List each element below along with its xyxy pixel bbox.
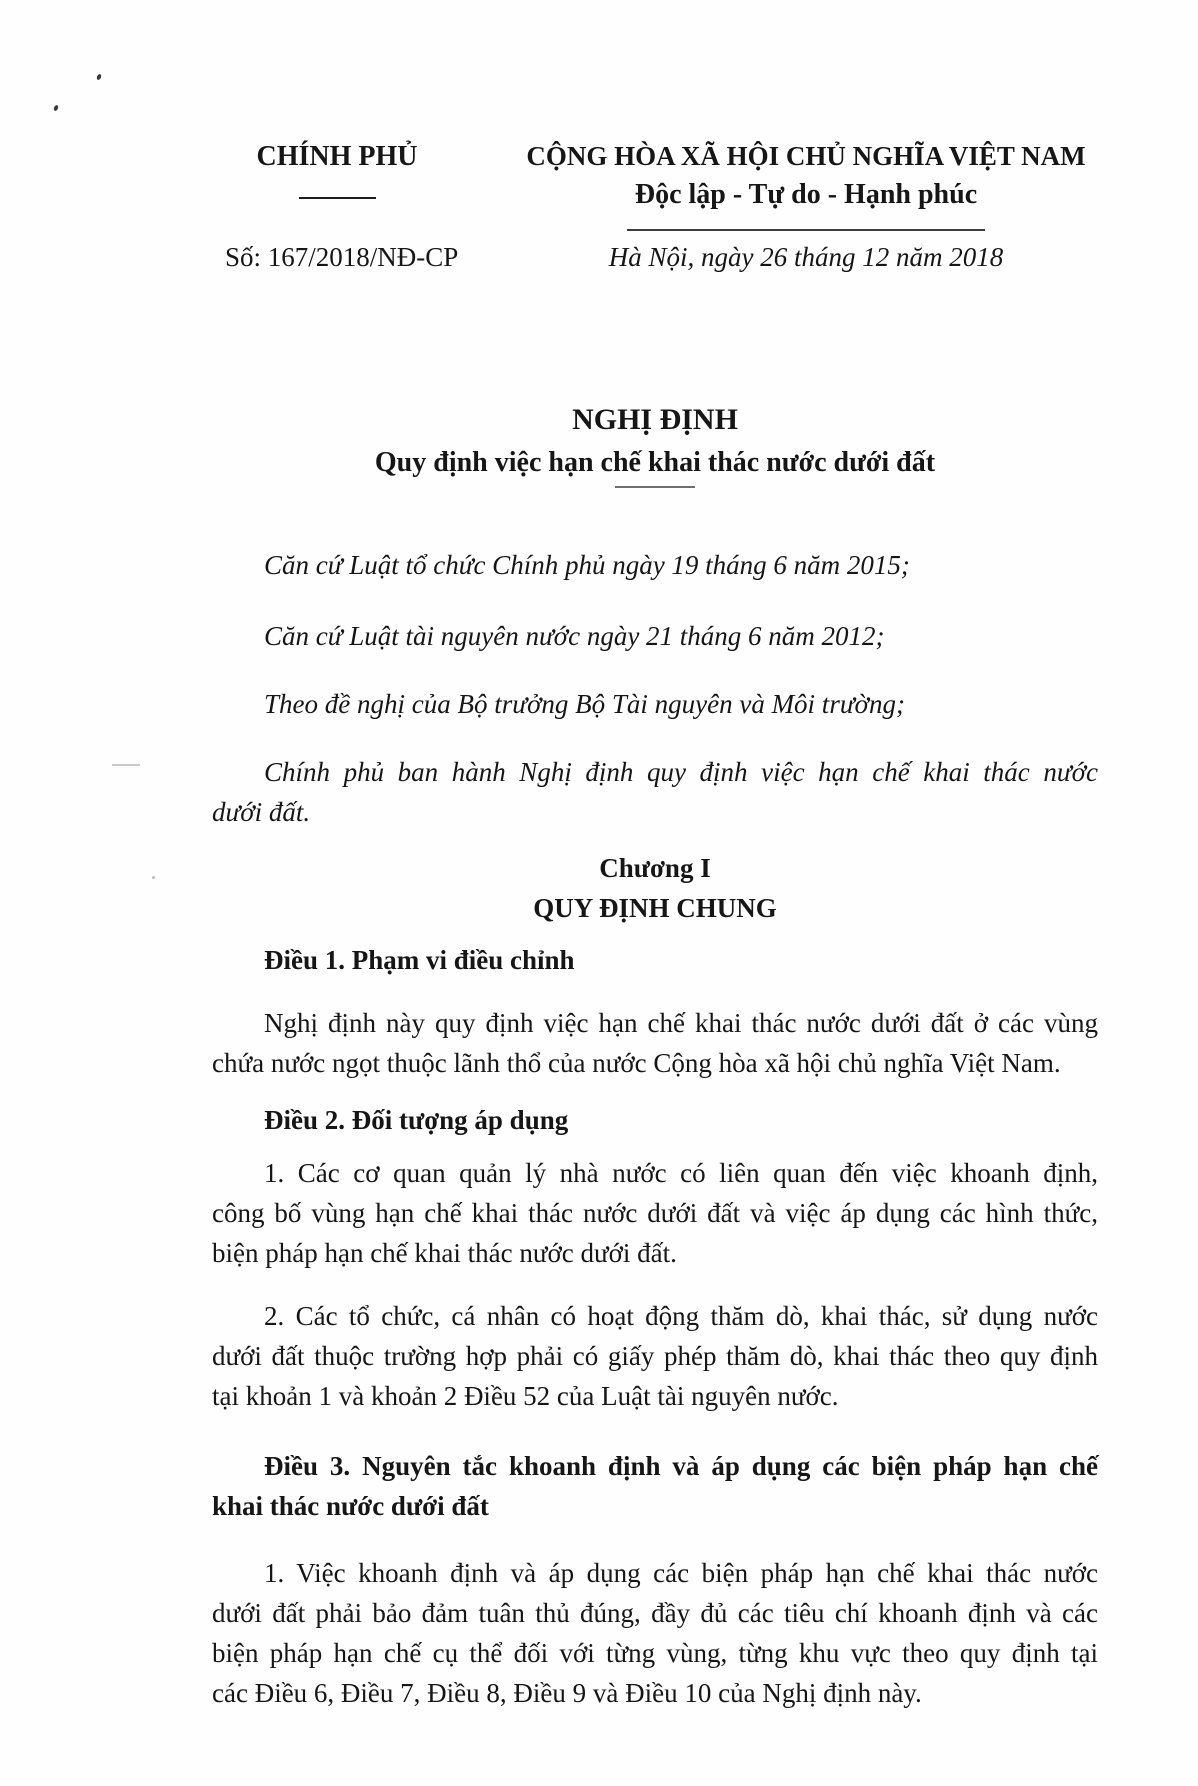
article-1-paragraph	[212, 1003, 1098, 1083]
article-2-clause-1	[212, 1153, 1098, 1273]
preamble-basis-1	[212, 545, 1098, 585]
text-line: Căn cứ Luật tổ chức Chính phủ ngày 19 tháng 6 năm 2015;	[264, 550, 910, 580]
chapter-heading	[212, 848, 1098, 928]
text-line: dưới đất thuộc trường hợp phải có giấy phép thăm dò, khai thác theo quy định	[212, 1341, 1098, 1371]
text-line: 2. Các tổ chức, cá nhân có hoạt động thăm dò, khai thác, sử dụng nước	[264, 1301, 1098, 1331]
article-3-heading	[212, 1446, 1098, 1526]
national-motto: Độc lập - Tự do - Hạnh phúc	[634, 179, 978, 210]
scan-speckle	[96, 73, 102, 80]
document-body	[212, 545, 1098, 1713]
text-line: Căn cứ Luật tài nguyên nước ngày 21 tháng 6 năm 2012;	[264, 621, 885, 651]
text-line: dưới đất phải bảo đảm tuân thủ đúng, đầy đủ các tiêu chí khoanh định và các	[212, 1598, 1098, 1628]
text-line: 1. Việc khoanh định và áp dụng các biện pháp hạn chế khai thác nước	[264, 1558, 1098, 1588]
article-2-clause-2	[212, 1296, 1098, 1416]
text-line: Điều 1. Phạm vi điều chỉnh	[264, 945, 575, 975]
text-line: QUY ĐỊNH CHUNG	[533, 893, 777, 923]
text-line: chứa nước ngọt thuộc lãnh thổ của nước Cộng hòa xã hội chủ nghĩa Việt Nam.	[212, 1048, 1061, 1078]
text-line: công bố vùng hạn chế khai thác nước dưới đất và việc áp dụng các hình thức,	[212, 1198, 1098, 1228]
place-and-date: Hà Nội, ngày 26 tháng 12 năm 2018	[608, 242, 1004, 272]
title-underline	[615, 486, 695, 488]
preamble-basis-2	[212, 616, 1098, 656]
article-3-clause-1	[212, 1553, 1098, 1713]
text-line: các Điều 6, Điều 7, Điều 8, Điều 9 và Điều 10 của Nghị định này.	[212, 1678, 922, 1708]
text-line: Nghị định này quy định việc hạn chế khai thác nước dưới đất ở các vùng	[264, 1008, 1098, 1038]
document-number: Số: 167/2018/NĐ-CP	[225, 242, 459, 272]
issuing-authority: CHÍNH PHỦ	[256, 141, 418, 172]
document-subject: Quy định việc hạn chế khai thác nước dưới đất	[374, 447, 936, 478]
preamble-proposal	[212, 684, 1098, 724]
text-line: 1. Các cơ quan quản lý nhà nước có liên quan đến việc khoanh định,	[264, 1158, 1098, 1188]
article-1-heading	[212, 940, 1098, 980]
text-line: dưới đất.	[212, 797, 311, 827]
text-line: Chương I	[599, 853, 711, 883]
article-2-heading	[212, 1100, 1098, 1140]
text-line: biện pháp hạn chế cụ thể đối với từng vùng, từng khu vực theo quy định tại	[212, 1638, 1098, 1668]
text-line: Chính phủ ban hành Nghị định quy định việc hạn chế khai thác nước	[264, 757, 1098, 787]
text-line: Theo đề nghị của Bộ trưởng Bộ Tài nguyên và Môi trường;	[264, 689, 905, 719]
scan-speckle	[152, 876, 155, 879]
text-line: khai thác nước dưới đất	[212, 1491, 489, 1521]
motto-underline	[627, 229, 985, 231]
preamble-enactment	[212, 752, 1098, 832]
scan-artifact-dash	[112, 764, 140, 766]
document-type: NGHỊ ĐỊNH	[572, 403, 738, 436]
text-line: biện pháp hạn chế khai thác nước dưới đất.	[212, 1238, 677, 1268]
text-line: Điều 2. Đối tượng áp dụng	[264, 1105, 569, 1135]
document-title	[212, 398, 1098, 488]
country-name: CỘNG HÒA XÃ HỘI CHỦ NGHĨA VIỆT NAM	[526, 141, 1086, 171]
authority-underline	[299, 197, 376, 199]
scan-speckle	[53, 104, 59, 111]
text-line: tại khoản 1 và khoản 2 Điều 52 của Luật tài nguyên nước.	[212, 1381, 839, 1411]
national-header	[526, 138, 1086, 275]
text-line: Điều 3. Nguyên tắc khoanh định và áp dụng các biện pháp hạn chế	[264, 1451, 1098, 1481]
